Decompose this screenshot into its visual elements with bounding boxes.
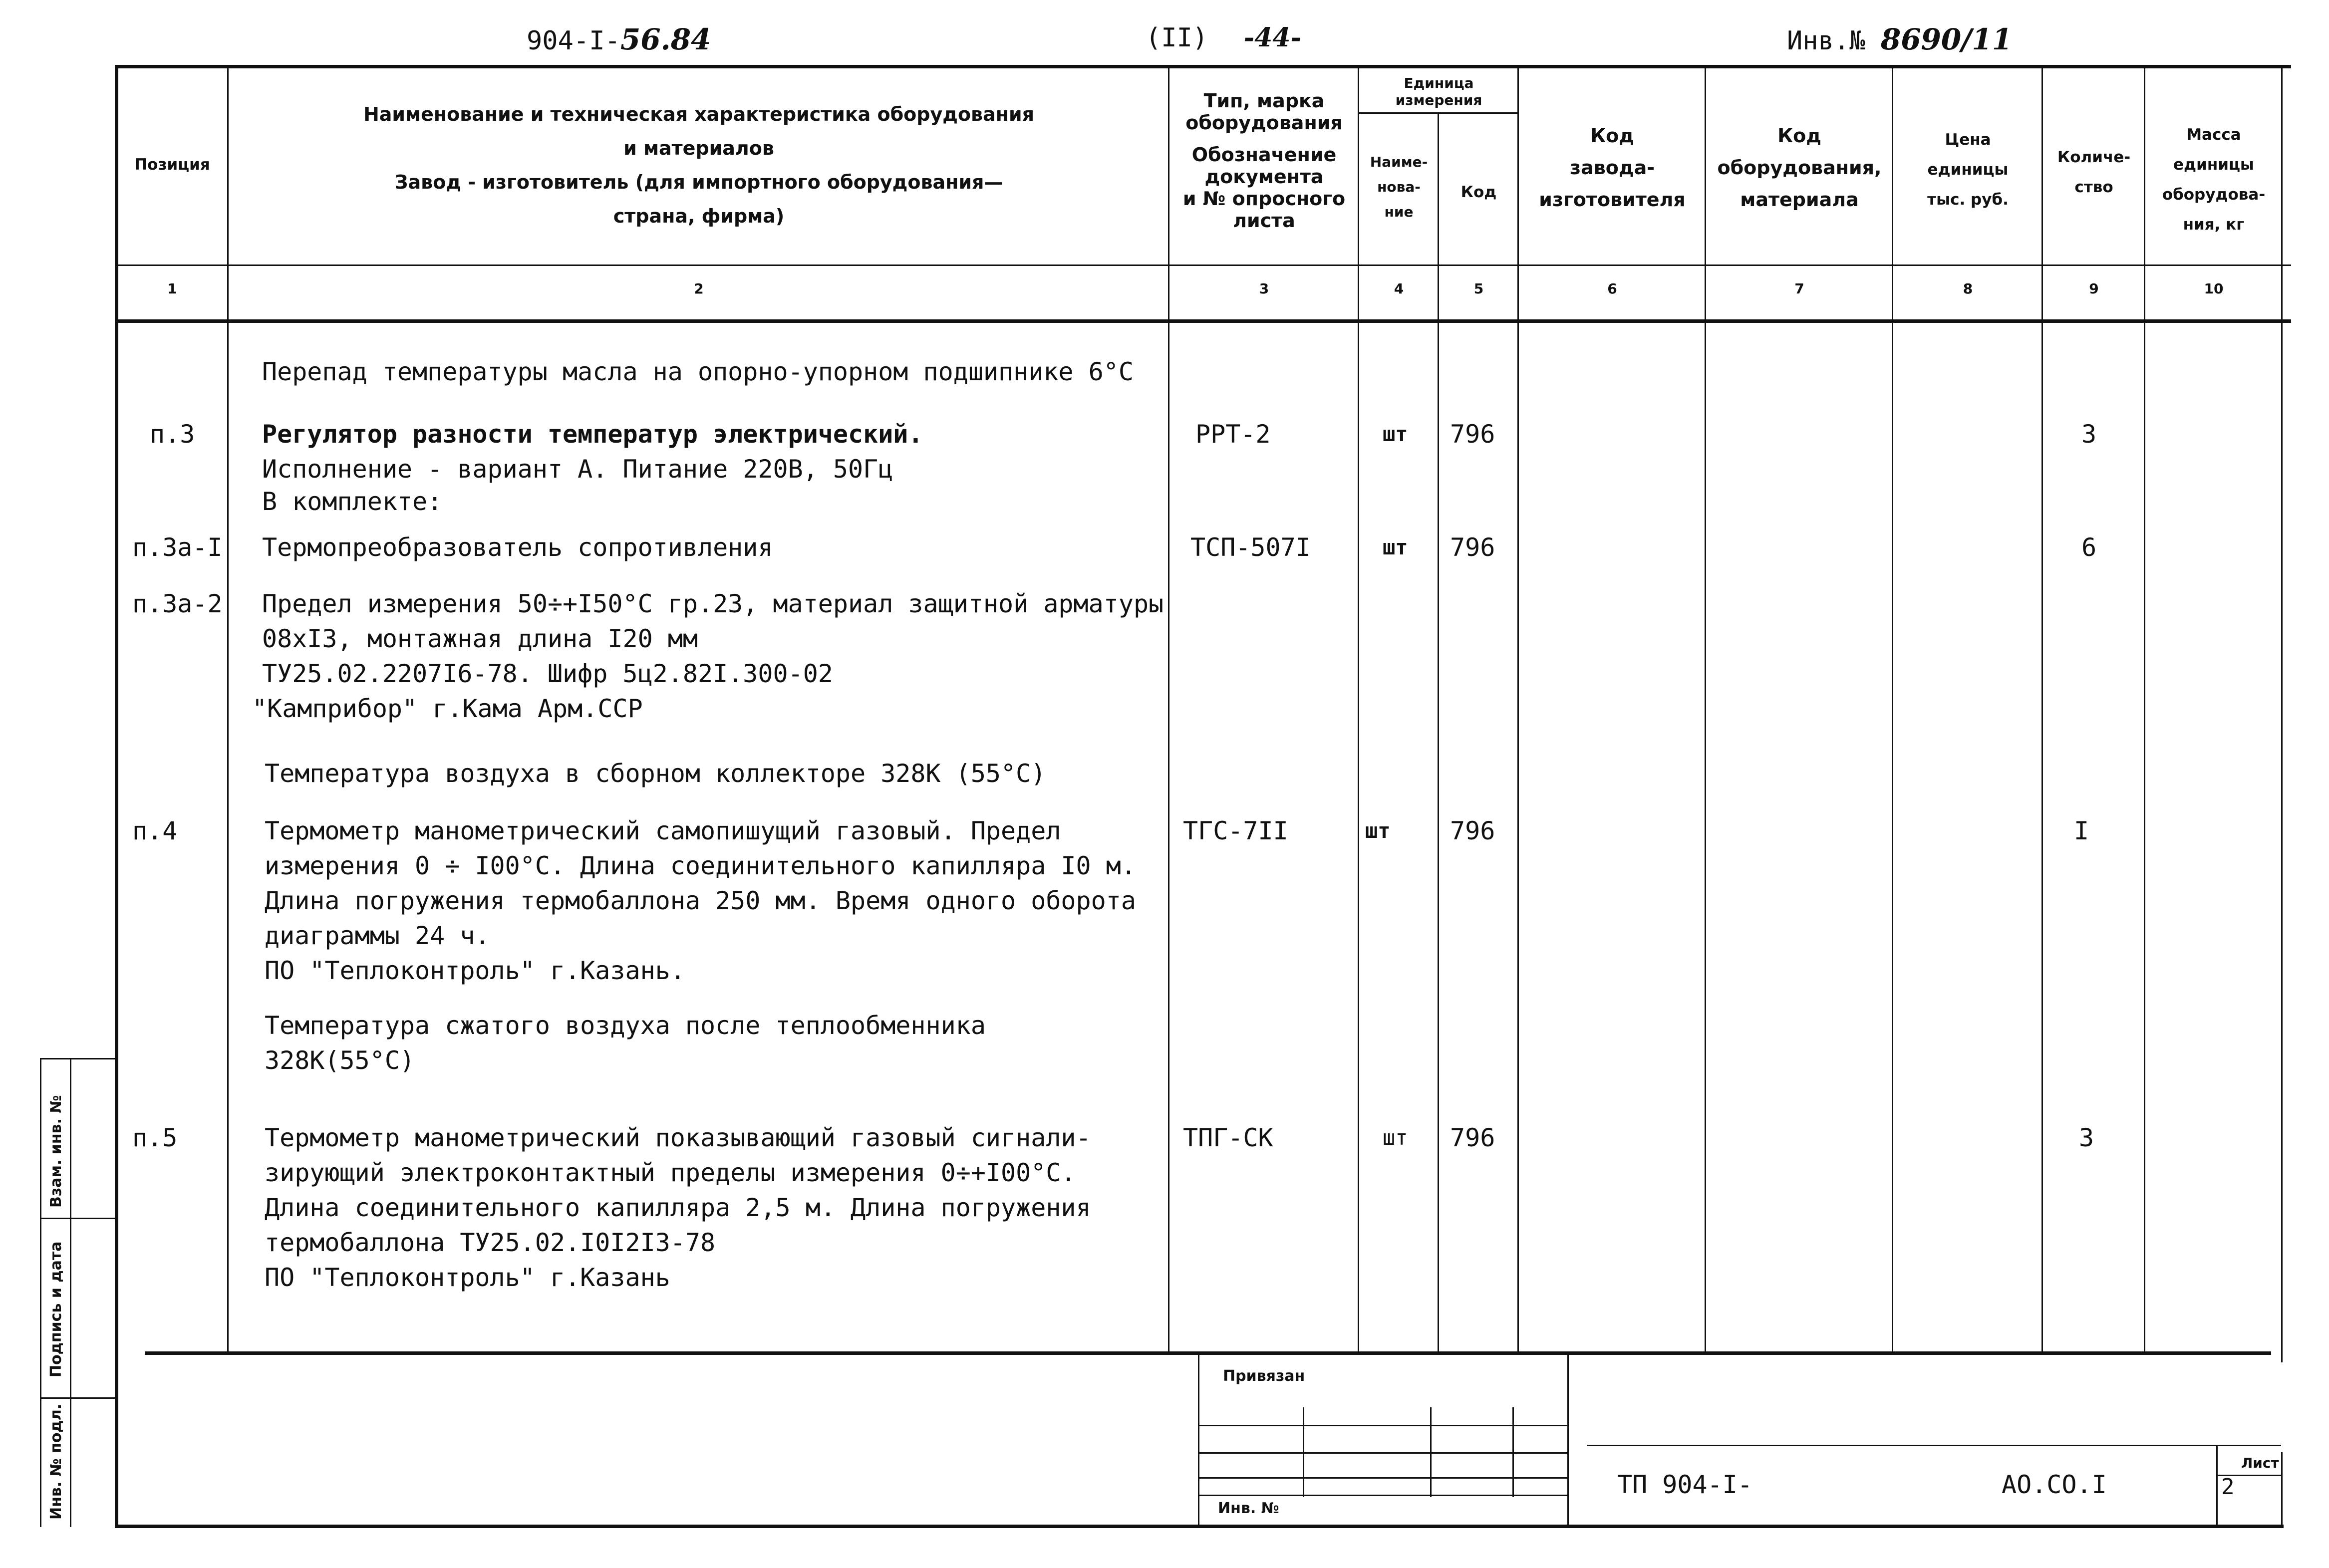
header-type-line2: оборудования — [1185, 112, 1343, 134]
title-sheet-code: АО.СО.I — [2002, 1470, 2107, 1499]
row-quantity: 3 — [2079, 1123, 2094, 1152]
section-heading-oil-temp: Перепад температуры масла на опорно-упорном подшипнике 6°С — [262, 357, 1134, 386]
col-number-5: 5 — [1473, 280, 1484, 297]
col-number-1: 1 — [167, 280, 177, 297]
header-position-label: Позиция — [134, 156, 210, 174]
row-quantity: I — [2074, 816, 2089, 845]
header-unit-name — [1360, 150, 1438, 225]
row-description-line: измерения 0 ÷ I00°С. Длина соединительного капилляра I0 м. — [265, 851, 1136, 880]
col-number-7: 7 — [1794, 280, 1804, 297]
row-description-line: Термопреобразователь сопротивления — [262, 533, 773, 562]
inventory-number — [1787, 22, 2012, 56]
row-unit-code: 796 — [1450, 1123, 1495, 1152]
row-description-line: диаграммы 24 ч. — [265, 921, 490, 950]
row-type: ТГС-7II — [1183, 816, 1288, 845]
row-description-line: Термометр манометрический показывающий газовый сигнали- — [265, 1123, 1091, 1152]
row-type: РРТ-2 — [1195, 420, 1271, 449]
inventory-label: Инв.№ — [1787, 26, 1865, 56]
header-unit-name-line2: нова- — [1377, 179, 1421, 195]
header-equip-line3: материала — [1740, 189, 1859, 211]
row-unit: шт — [1365, 818, 1391, 843]
col-number-3: 3 — [1259, 280, 1269, 297]
bound-label: Привязан — [1223, 1367, 1305, 1385]
row-quantity: 6 — [2081, 533, 2097, 562]
row-position: п.3 — [150, 420, 195, 449]
header-type-line5: и № опросного — [1182, 188, 1346, 210]
row-description-line: ТУ25.02.2207I6-78. Шифр 5ц2.82I.300-02 — [262, 659, 833, 688]
header-type — [1170, 90, 1358, 232]
header-type-line6: листа — [1233, 210, 1295, 232]
row-unit-code: 796 — [1450, 420, 1495, 449]
row-description-line: Регулятор разности температур электрический. — [262, 420, 923, 449]
row-description-line: Предел измерения 50÷+I50°С гр.23, материал защитной арматуры — [262, 589, 1164, 618]
row-description-line: Термометр манометрический самопишущий газовый. Предел — [265, 816, 1061, 845]
inventory-handwritten: 8690/11 — [1880, 22, 2013, 56]
page-mark-printed: (II) — [1146, 23, 1208, 53]
header-type-line3: Обозначение — [1191, 144, 1337, 166]
header-position — [117, 150, 227, 180]
header-unit-code — [1440, 177, 1517, 207]
header-name-line1: Наименование и техническая характеристика оборудования — [363, 103, 1035, 125]
bound-inv-label: Инв. № — [1218, 1500, 1279, 1517]
row-description-line: В комплекте: — [262, 487, 443, 516]
header-mass-line3: оборудова- — [2162, 186, 2266, 204]
header-price-line1: Цена — [1945, 131, 1991, 149]
header-price-line3: тыс. руб. — [1927, 191, 2009, 209]
header-name-line4: страна, фирма) — [613, 205, 785, 227]
document-number-handwritten: 56.84 — [620, 22, 711, 56]
row-description-line: Длина погружения термобаллона 250 мм. Время одного оборота — [265, 886, 1136, 915]
section-heading-line: Температура сжатого воздуха после теплообменника — [265, 1011, 986, 1040]
header-unit-line2: измерения — [1395, 92, 1482, 108]
header-unit — [1360, 75, 1517, 109]
side-label-signature-date: Подпись и дата — [47, 1241, 65, 1377]
page-mark-handwritten: -44- — [1243, 22, 1302, 53]
row-type: ТПГ-СК — [1183, 1123, 1273, 1152]
header-name-line3: Завод - изготовитель (для импортного оборудования— — [394, 171, 1003, 193]
section-heading-air-temp: Температура воздуха в сборном коллекторе 328К (55°С) — [265, 759, 1046, 788]
header-plant-line3: изготовителя — [1539, 189, 1686, 211]
side-label-replaced-inv: Взам. инв. № — [47, 1095, 65, 1208]
row-unit-code: 796 — [1450, 816, 1495, 845]
section-heading-line: 328К(55°С) — [265, 1046, 415, 1075]
header-plant-line2: завода- — [1570, 157, 1655, 179]
document-number — [527, 22, 711, 56]
col-number-4: 4 — [1394, 280, 1404, 297]
row-unit: шт — [1383, 535, 1408, 559]
header-mass-line4: ния, кг — [2183, 216, 2245, 234]
row-description-line: Исполнение - вариант А. Питание 220В, 50Гц — [262, 455, 893, 484]
row-quantity: 3 — [2081, 420, 2097, 449]
sheet-label: Лист — [2241, 1455, 2279, 1471]
row-description-line: Длина соединительного капилляра 2,5 м. Длина погружения — [265, 1193, 1091, 1222]
header-mass-line2: единицы — [2173, 156, 2254, 174]
header-quantity-line1: Количе- — [2057, 148, 2131, 166]
header-unit-line1: Единица — [1404, 75, 1474, 91]
row-position: п.3а-I — [132, 533, 223, 562]
header-name — [230, 97, 1168, 233]
header-quantity — [2044, 142, 2144, 202]
header-equip-line1: Код — [1777, 125, 1821, 147]
row-description-line: зирующий электроконтактный пределы измерения 0÷+I00°С. — [265, 1158, 1076, 1187]
title-doc-code: ТП 904-I- — [1617, 1470, 1752, 1499]
row-description-line: ПО "Теплоконтроль" г.Казань — [265, 1263, 670, 1292]
document-number-prefix: 904-I- — [527, 26, 620, 56]
header-plant-code — [1520, 120, 1705, 216]
row-unit: шт — [1383, 422, 1408, 446]
sheet-number: 2 — [2221, 1474, 2235, 1500]
header-mass — [2146, 120, 2281, 240]
header-equipment-code — [1707, 120, 1892, 216]
col-number-10: 10 — [2204, 280, 2224, 297]
row-description-line: 08хI3, монтажная длина I20 мм — [262, 624, 698, 653]
row-description-line: ПО "Теплоконтроль" г.Казань. — [265, 956, 685, 985]
col-number-9: 9 — [2089, 280, 2099, 297]
header-unit-name-line3: ние — [1384, 204, 1414, 220]
header-type-line1: Тип, марка — [1203, 90, 1325, 112]
header-price-line2: единицы — [1927, 161, 2009, 179]
page-mark — [1146, 22, 1301, 53]
header-price — [1894, 125, 2041, 215]
row-position: п.5 — [132, 1123, 178, 1152]
row-type: ТСП-507I — [1190, 533, 1311, 562]
header-name-line2: и материалов — [623, 137, 774, 159]
col-number-2: 2 — [694, 280, 704, 297]
col-number-6: 6 — [1607, 280, 1617, 297]
row-unit-code: 796 — [1450, 533, 1495, 562]
header-type-line4: документа — [1204, 166, 1324, 188]
row-description-line: "Камприбор" г.Кама Арм.ССР — [252, 694, 643, 723]
header-unit-name-line1: Наиме- — [1370, 154, 1428, 170]
header-equip-line2: оборудования, — [1717, 157, 1882, 179]
header-plant-line1: Код — [1590, 125, 1634, 147]
row-description-line: термобаллона ТУ25.02.I0I2I3-78 — [265, 1228, 716, 1257]
row-unit: шт — [1383, 1125, 1408, 1150]
header-unit-code-label: Код — [1460, 183, 1497, 201]
header-mass-line1: Масса — [2186, 126, 2241, 144]
header-quantity-line2: ство — [2074, 178, 2113, 196]
col-number-8: 8 — [1963, 280, 1973, 297]
row-position: п.3а-2 — [132, 589, 223, 618]
side-label-original-inv: Инв. № подл. — [47, 1403, 65, 1520]
row-position: п.4 — [132, 816, 178, 845]
